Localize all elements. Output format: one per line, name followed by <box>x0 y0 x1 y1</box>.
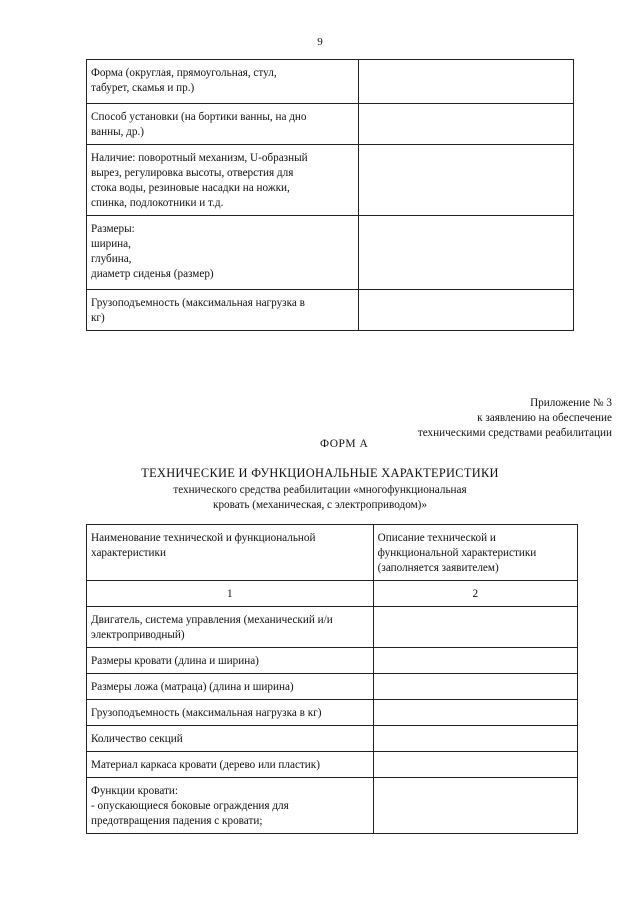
row-value-cell[interactable] <box>373 700 577 726</box>
characteristics-table-continued <box>86 59 574 331</box>
row-value-cell[interactable] <box>358 60 573 104</box>
document-title: ТЕХНИЧЕСКИЕ И ФУНКЦИОНАЛЬНЫЕ ХАРАКТЕРИСТИКИ <box>141 466 499 480</box>
subtitle-line-1: технического средства реабилитации «многофункциональная <box>173 484 467 496</box>
header-characteristic-description: Описание технической и функциональной характеристики (заполняется заявителем) <box>373 525 577 581</box>
row-value-cell[interactable] <box>373 726 577 752</box>
row-label-mattress-size: Размеры ложа (матраца) (длина и ширина) <box>87 674 374 700</box>
table-row <box>87 104 574 145</box>
row-label-installation: Способ установки (на бортики ванны, на дно ванны, др.) <box>87 104 359 145</box>
column-number-2: 2 <box>373 581 577 607</box>
row-value-cell[interactable] <box>373 648 577 674</box>
row-value-cell[interactable] <box>358 145 573 216</box>
page-number: 9 <box>317 36 323 48</box>
row-label-dimensions: Размеры: ширина, глубина, диаметр сиденья (размер) <box>87 216 359 290</box>
row-value-cell[interactable] <box>373 752 577 778</box>
row-label-bed-size: Размеры кровати (длина и ширина) <box>87 648 374 674</box>
table-row <box>87 752 578 778</box>
row-label-features: Наличие: поворотный механизм, U-образный вырез, регулировка высоты, отверстия для стока воды, резиновые насадки на ножки, спинка, подлокотники и т.д. <box>87 145 359 216</box>
row-label-load-capacity: Грузоподъемность (максимальная нагрузка в кг) <box>87 700 374 726</box>
row-label-bed-functions: Функции кровати: - опускающиеся боковые ограждения для предотвращения падения с кровати; <box>87 778 374 834</box>
form-label: ФОРМ А <box>320 438 369 450</box>
column-number-row <box>87 581 578 607</box>
table-row <box>87 216 574 290</box>
row-label-frame-material: Материал каркаса кровати (дерево или пластик) <box>87 752 374 778</box>
table-row <box>87 607 578 648</box>
appendix-line-3: техническими средствами реабилитации <box>417 427 612 439</box>
row-label-load-capacity: Грузоподъемность (максимальная нагрузка в кг) <box>87 290 359 331</box>
subtitle-line-2: кровать (механическая, с электроприводом)» <box>213 499 427 511</box>
table-row <box>87 700 578 726</box>
row-value-cell[interactable] <box>358 290 573 331</box>
row-value-cell[interactable] <box>358 104 573 145</box>
row-label-shape: Форма (округлая, прямоугольная, стул, табурет, скамья и пр.) <box>87 60 359 104</box>
table-row <box>87 145 574 216</box>
document-subtitle <box>0 483 640 513</box>
appendix-header <box>418 396 612 441</box>
column-number-1: 1 <box>87 581 374 607</box>
row-value-cell[interactable] <box>373 607 577 648</box>
table-row <box>87 290 574 331</box>
table-row <box>87 778 578 834</box>
table-row <box>87 726 578 752</box>
table-header-row <box>87 525 578 581</box>
row-label-motor: Двигатель, система управления (механический и/и электроприводный) <box>87 607 374 648</box>
row-value-cell[interactable] <box>373 778 577 834</box>
row-value-cell[interactable] <box>373 674 577 700</box>
header-characteristic-name: Наименование технической и функциональной характеристики <box>87 525 374 581</box>
table-row <box>87 60 574 104</box>
bed-characteristics-table <box>86 524 578 834</box>
table-row <box>87 648 578 674</box>
table-row <box>87 674 578 700</box>
row-value-cell[interactable] <box>358 216 573 290</box>
appendix-line-2: к заявлению на обеспечение <box>477 412 612 424</box>
row-label-section-count: Количество секций <box>87 726 374 752</box>
appendix-number: Приложение № 3 <box>530 397 612 409</box>
